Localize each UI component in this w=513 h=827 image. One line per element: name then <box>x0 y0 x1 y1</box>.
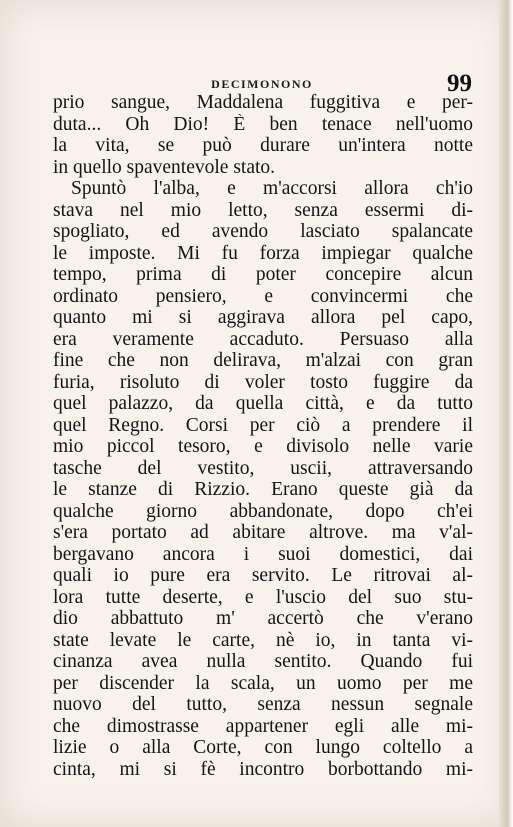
text-line-22: bergavano ancora i suoi domestici, dai <box>53 543 473 565</box>
text-line-32: cinta, mi si fè incontro borbottando mi- <box>53 758 473 780</box>
text-line-19: le stanze di Rizzio. Erano queste già da <box>53 479 473 500</box>
text-line-20: qualche giorno abbandonate, dopo ch'ei <box>53 500 473 522</box>
running-title: DECIMONONO <box>211 77 313 91</box>
text-line-21: s'era portato ad abitare altrove. ma v'al- <box>53 522 473 543</box>
text-line-28: per discender la scala, un uomo per me <box>53 672 473 694</box>
text-line-27: cinanza avea nulla sentito. Quando fui <box>53 651 473 672</box>
text-line-26: state levate le carte, nè io, in tanta vi- <box>53 629 473 651</box>
page-edge <box>499 0 513 827</box>
text-line-31: lizie o alla Corte, con lungo coltello a <box>53 737 473 758</box>
text-line-24: lora tutte deserte, e l'uscio del suo stu- <box>53 586 473 608</box>
text-line-18: tasche del vestito, uscii, attraversando <box>53 457 473 479</box>
text-line-29: nuovo del tutto, senza nessun segnale <box>53 694 473 715</box>
text-line-3: la vita, se può durare un'intera notte <box>53 135 473 156</box>
text-line-7: spogliato, ed avendo lasciato spalancate <box>53 221 473 242</box>
text-line-15: quel palazzo, da quella città, e da tutto <box>53 393 473 414</box>
text-line-13: fine che non delirava, m'alzai con gran <box>53 350 473 371</box>
text-line-23: quali io pure era servito. Le ritrovai al- <box>53 565 473 586</box>
text-line-10: ordinato pensiero, e convincermi che <box>53 285 473 307</box>
text-line-30: che dimostrasse appartener egli alle mi- <box>53 715 473 737</box>
text-line-2: duta... Oh Dio! È ben tenace nell'uomo <box>53 113 473 135</box>
text-line-4: in quello spaventevole stato. <box>53 156 276 178</box>
text-line-16: quel Regno. Corsi per ciò a prendere il <box>53 414 473 436</box>
text-line-8: le imposte. Mi fu forza impiegar qualche <box>53 242 473 264</box>
text-line-11: quanto mi si aggirava allora pel capo, <box>53 307 473 328</box>
page-number: 99 <box>447 70 472 97</box>
body-text <box>53 92 473 780</box>
text-line-25: dio abbattuto m' accertò che v'erano <box>53 608 473 629</box>
text-line-5: Spuntò l'alba, e m'accorsi allora ch'io <box>71 178 473 199</box>
text-line-1: prio sangue, Maddalena fuggitiva e per- <box>53 92 473 113</box>
text-line-14: furia, risoluto di voler tosto fuggire da <box>53 371 473 393</box>
text-line-6: stava nel mio letto, senza essermi di- <box>53 199 473 221</box>
text-line-9: tempo, prima di poter concepire alcun <box>53 264 473 285</box>
text-line-12: era veramente accaduto. Persuaso alla <box>53 328 473 350</box>
text-line-17: mio piccol tesoro, e divisolo nelle varie <box>53 436 473 457</box>
